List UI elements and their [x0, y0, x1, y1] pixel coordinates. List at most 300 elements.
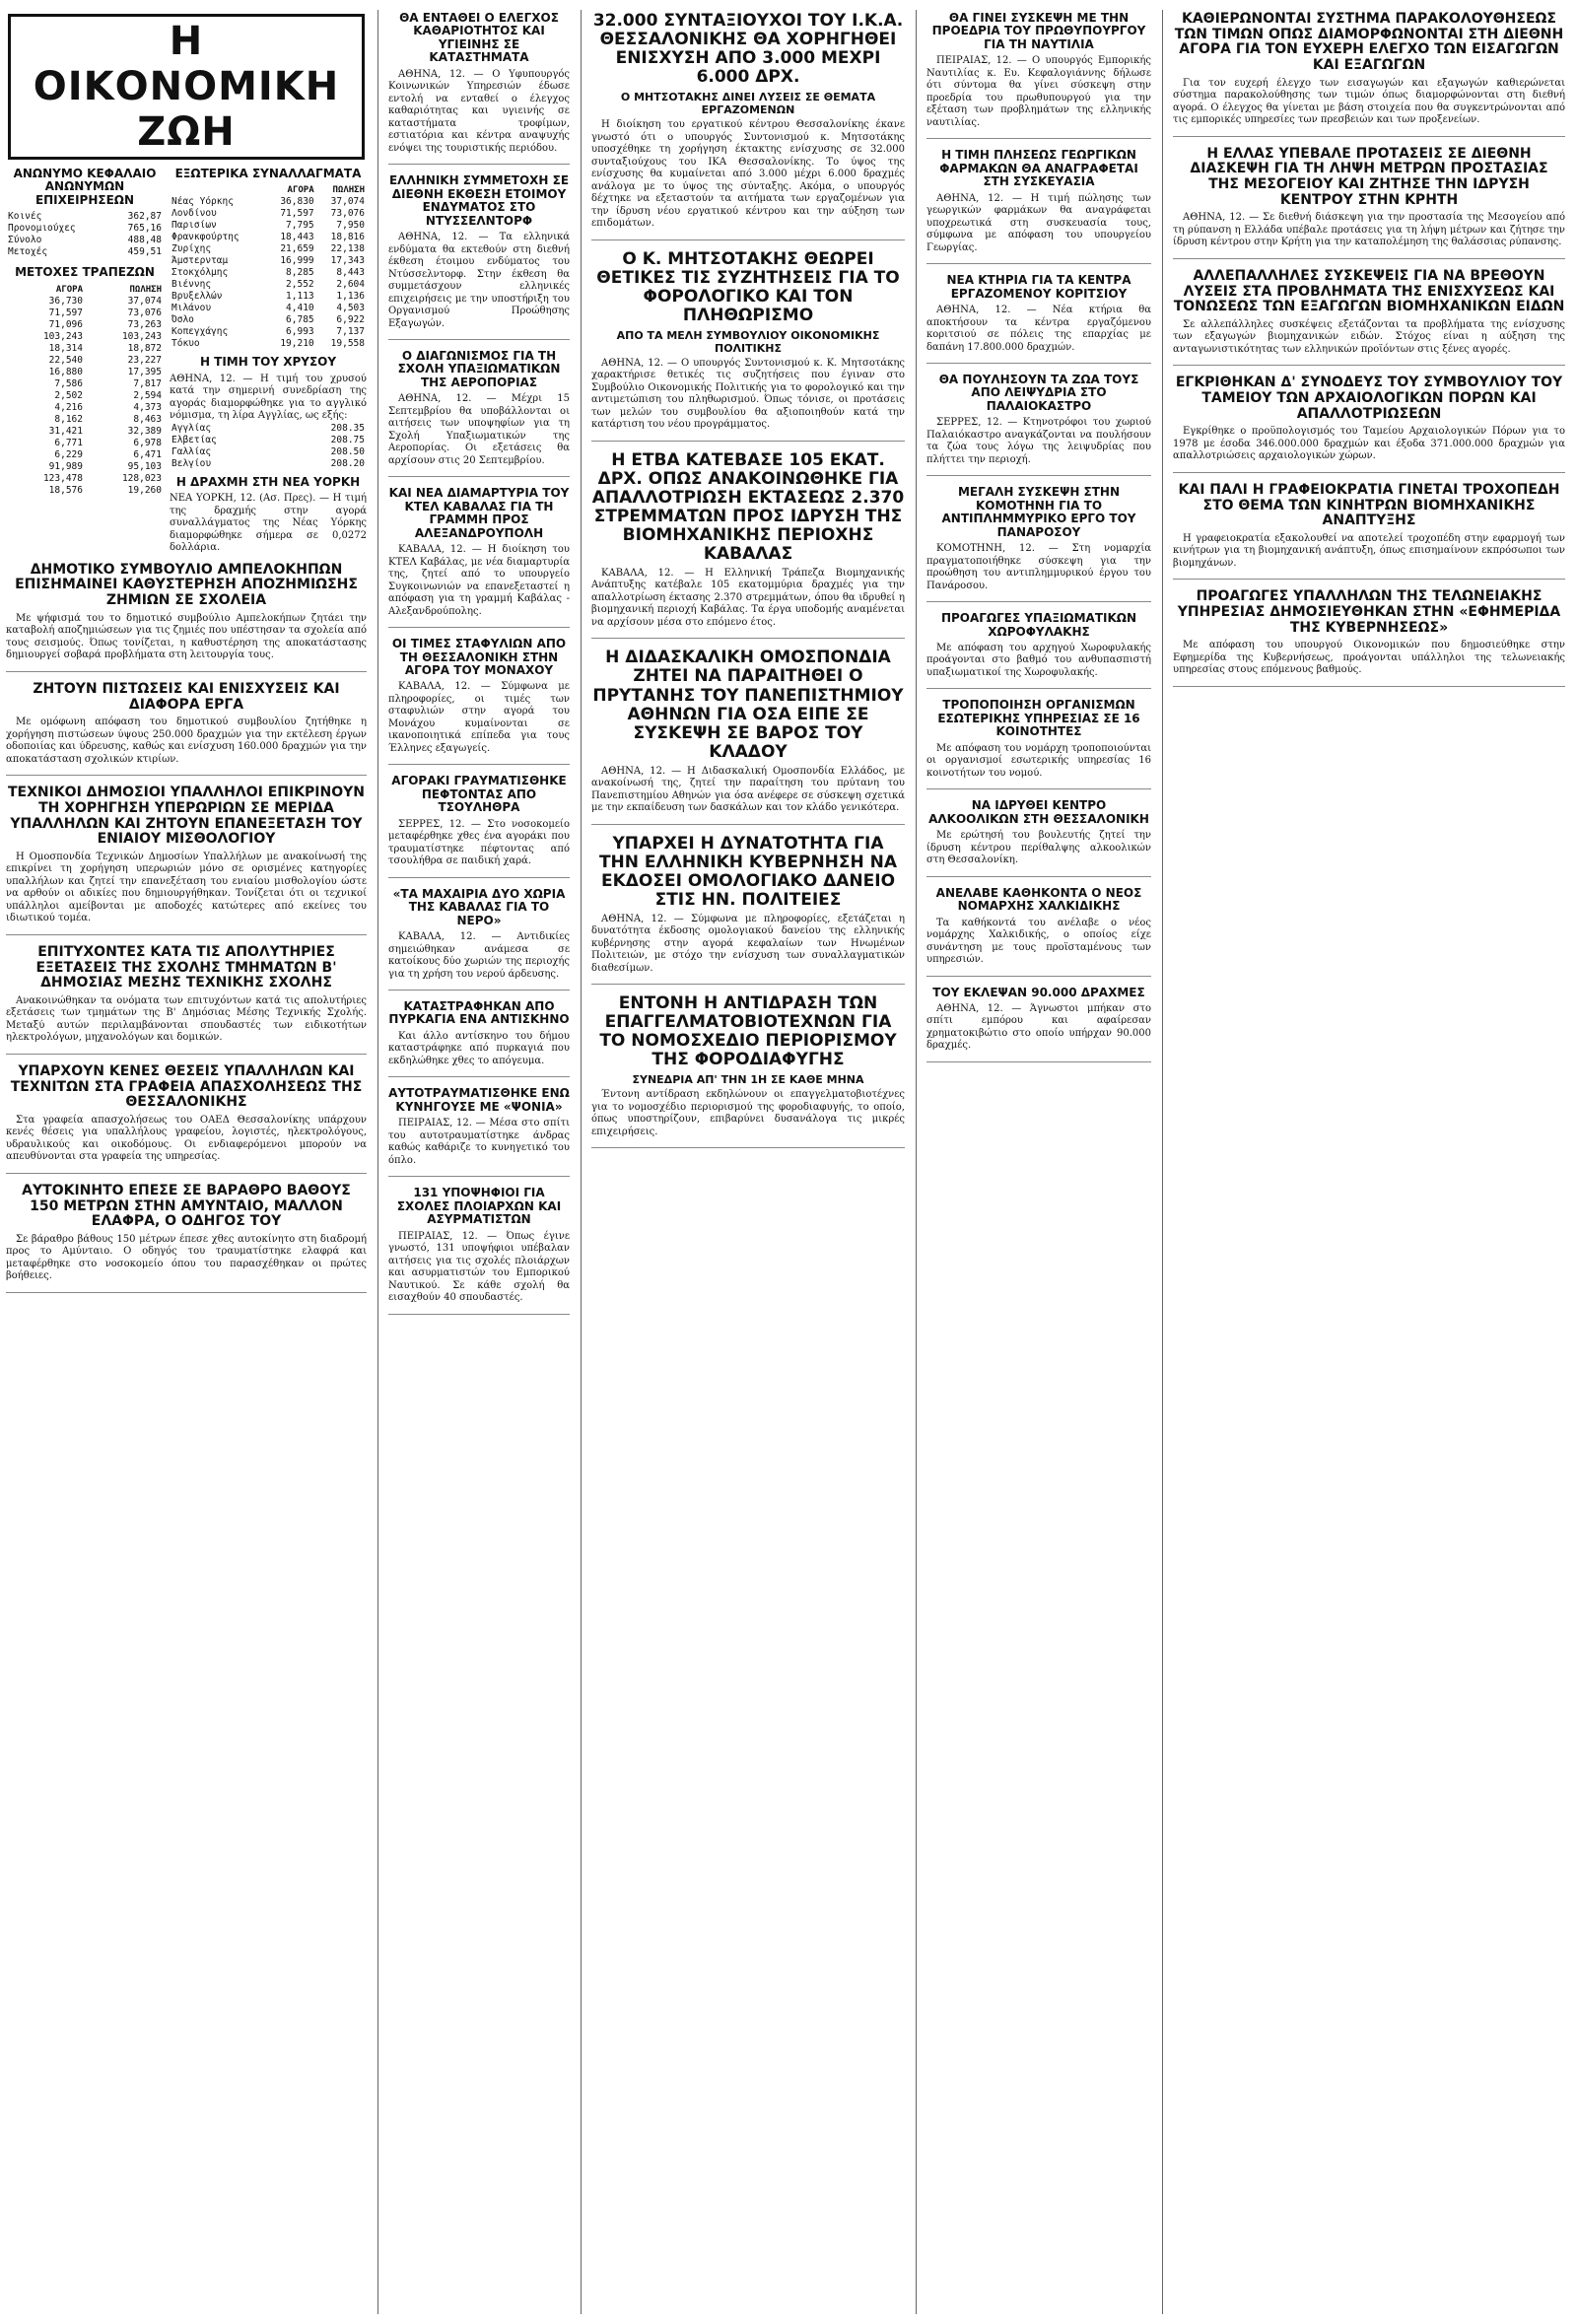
- exchange-row-name: Φρανκφούρτης: [171, 232, 240, 243]
- exchange-row-buy: 6,785: [286, 314, 314, 326]
- article: [388, 775, 570, 877]
- bank-row-sell: 128,023: [121, 472, 162, 484]
- article: [6, 1184, 367, 1293]
- article: [926, 12, 1151, 139]
- capital-row-name: Κοινές: [8, 211, 42, 223]
- exchange-row-buy: 8,285: [286, 267, 314, 279]
- column-1: [0, 10, 373, 2314]
- article-headline: ΝΑ ΙΔΡΥΘΕΙ ΚΕΝΤΡΟ ΑΛΚΟΟΛΙΚΩΝ ΣΤΗ ΘΕΣΣΑΛΟΝΙΚΗ: [928, 798, 1149, 826]
- capital-row-name: Μετοχές: [8, 246, 48, 258]
- bank-row-sell: 95,103: [127, 460, 162, 472]
- capital-table: [6, 211, 164, 258]
- exchange-row: [170, 220, 367, 232]
- article-body: [6, 852, 367, 925]
- exchange-row-sell: 6,922: [336, 314, 365, 326]
- article-paragraph: ΣΕΡΡΕΣ, 12. — Κτηνοτρόφοι του χωριού Παλαιόκαστρο αναγκάζονται να πουλήσουν τα ζώα τους λόγω της λειψυδρίας που πλήττει την περιοχή.: [926, 417, 1151, 465]
- article-subheadline: Ο ΜΗΤΣΟΤΑΚΗΣ ΔΙΝΕΙ ΛΥΣΕΙΣ ΣΕ ΘΕΜΑΤΑ ΕΡΓΑΖΟΜΕΝΩΝ: [620, 91, 876, 117]
- exchange-row-name: Στοκχόλμης: [171, 267, 229, 279]
- article: [6, 682, 367, 776]
- bank-row: [6, 296, 164, 308]
- article-body: [926, 643, 1151, 680]
- article: [388, 350, 570, 477]
- article-paragraph: Για τον ευχερή έλεγχο των εισαγωγών και εξαγωγών καθιερώνεται σύστημα παρακολούθησης των τιμών όπως διαμορφώνονται στη διεθνή αγορά. Ο έλεγχος θα γίνεται με βάση στοιχεία που θα συγκεντρώνονται από τις εμπορικές υπηρεσίες των πρεσβειών και των προξενείων.: [1173, 77, 1565, 126]
- article-headline: ΕΛΛΗΝΙΚΗ ΣΥΜΜΕΤΟΧΗ ΣΕ ΔΙΕΘΝΗ ΕΚΘΕΣΗ ΕΤΟΙΜΟΥ ΕΝΔΥΜΑΤΟΣ ΣΤΟ ΝΤΥΣΣΕΛΝΤΟΡΦ: [388, 173, 570, 228]
- article-body: [591, 1089, 905, 1138]
- article: [591, 451, 905, 640]
- gold-row-name: Γαλλίας: [171, 445, 212, 457]
- article-headline: ΚΑΙ ΝΕΑ ΔΙΑΜΑΡΤΥΡΙΑ ΤΟΥ ΚΤΕΛ ΚΑΒΑΛΑΣ ΓΙΑ ΤΗ ΓΡΑΜΜΗ ΠΡΟΣ ΑΛΕΞΑΝΔΡΟΥΠΟΛΗ: [388, 486, 570, 540]
- exchange-row: [170, 232, 367, 243]
- exchange-row-sell: 18,816: [330, 232, 365, 243]
- article-headline: ΕΓΚΡΙΘΗΚΑΝ Δ' ΣΥΝΟΔΕΥΣ ΤΟΥ ΣΥΜΒΟΥΛΙΟΥ ΤΟΥ ΤΑΜΕΙΟΥ ΤΩΝ ΑΡΧΑΙΟΛΟΓΙΚΩΝ ΠΟΡΩΝ ΚΑΙ ΑΠΑΛΛΟΤΡΙΩΣΕΩΝ: [1175, 375, 1563, 422]
- article-headline: ΑΥΤΟΤΡΑΥΜΑΤΙΣΘΗΚΕ ΕΝΩ ΚΥΝΗΓΟΥΣΕ ΜΕ «ΨΟΝΙΑ»: [388, 1086, 570, 1114]
- gold-table: [170, 423, 367, 470]
- article-body: [926, 830, 1151, 867]
- exchange-row-name: Παρισίων: [171, 220, 217, 232]
- banks-col-sell: ΠΩΛΗΣΗ: [129, 284, 162, 295]
- exchange-row-buy: 2,552: [286, 279, 314, 291]
- bank-row: [6, 319, 164, 331]
- article-paragraph: Η διοίκηση του εργατικού κέντρου Θεσσαλονίκης έκανε γνωστό ότι ο υπουργός Συντονισμού κ. Μητσοτάκης υποσχέθηκε τη χορήγηση έκτακτης ενίσχυσης σε 32.000 συνταξιούχους του ΙΚΑ Θεσσαλονίκης. Το ύψος της ενίσχυσης θα κυμαίνεται από 3.000 μέχρι 6.000 δραχμές ανάλογα με το ύψος της σύνταξης. Ακόμα, ο υπουργός δέχτηκε να εξεταστούν τα αιτήματα των εργαζομένων για την ίδρυση νέου εργατικού κέντρου και την αύξηση των επιδομάτων.: [591, 119, 905, 230]
- article-headline: ΠΡΟΑΓΩΓΕΣ ΥΠΑΛΛΗΛΩΝ ΤΗΣ ΤΕΛΩΝΕΙΑΚΗΣ ΥΠΗΡΕΣΙΑΣ ΔΗΜΟΣΙΕΥΘΗΚΑΝ ΣΤΗΝ «ΕΦΗΜΕΡΙΔΑ ΤΗΣ ΚΥΒΕΡΝΗΣΕΩΣ»: [1177, 588, 1561, 636]
- exchange-row: [170, 279, 367, 291]
- exchange-row-buy: 21,659: [280, 243, 314, 255]
- article-body: [6, 1234, 367, 1283]
- bank-row-sell: 73,076: [127, 307, 162, 318]
- article: [6, 563, 367, 672]
- article-headline: ΚΑΙ ΠΑΛΙ Η ΓΡΑΦΕΙΟΚΡΑΤΙΑ ΓΙΝΕΤΑΙ ΤΡΟΧΟΠΕΔΗ ΣΤΟ ΘΕΜΑ ΤΩΝ ΚΙΝΗΤΡΩΝ ΒΙΟΜΗΧΑΝΙΚΗΣ ΑΝΑΠΤΥΞΗΣ: [1178, 481, 1560, 529]
- article-paragraph: Έντονη αντίδραση εκδηλώνουν οι επαγγελματοβιοτέχνες για το νομοσχέδιο περιορισμού της φοροδιαφυγής, το οποίο, όπως υποστηρίζουν, επιβαρύνει δυσανάλογα τις μικρές επιχειρήσεις.: [591, 1089, 905, 1137]
- article-headline: ΑΓΟΡΑΚΙ ΓΡΑΥΜΑΤΙΣΘΗΚΕ ΠΕΦΤΟΝΤΑΣ ΑΠΟ ΤΣΟΥΛΗΘΡΑ: [391, 774, 567, 815]
- article: [388, 1187, 570, 1314]
- gold-row: [170, 458, 367, 470]
- article-paragraph: Με απόφαση του νομάρχη τροποποιούνται οι οργανισμοί εσωτερικής υπηρεσίας 16 κοινοτήτων του νομού.: [926, 742, 1151, 779]
- article: [6, 786, 367, 935]
- exchange-row-buy: 7,795: [286, 220, 314, 232]
- article-paragraph: ΣΕΡΡΕΣ, 12. — Στο νοσοκομείο μεταφέρθηκε χθες ένα αγοράκι που τραυματίστηκε πέφτοντας από τσουλήθρα σε παιδική χαρά.: [388, 818, 570, 867]
- article-paragraph: Η Ομοσπονδία Τεχνικών Δημοσίων Υπαλλήλων με ανακοίνωσή της επικρίνει τη χορήγηση υπερωριών μόνο σε ορισμένες κατηγορίες υπαλλήλων και ζητεί την επανεξέταση του ενιαίου μισθολογίου ώστε να αρθούν οι αδικίες που δημιουργήθηκαν. Τονίζεται ότι οι τεχνικοί υπάλληλοι αμείβονται με αποδοχές κατώτερες από εκείνες του ιδιωτικού τομέα.: [6, 851, 367, 924]
- article-headline: ΕΝΤΟΝΗ Η ΑΝΤΙΔΡΑΣΗ ΤΩΝ ΕΠΑΓΓΕΛΜΑΤΟΒΙΟΤΕΧΝΩΝ ΓΙΑ ΤΟ ΝΟΜΟΣΧΕΔΙΟ ΠΕΡΙΟΡΙΣΜΟΥ ΤΗΣ ΦΟΡΟΔΙΑΦΥΓΗΣ: [599, 993, 897, 1070]
- article-headline: ΟΙ ΤΙΜΕΣ ΣΤΑΦΥΛΙΩΝ ΑΠΟ ΤΗ ΘΕΣΣΑΛΟΝΙΚΗ ΣΤΗΝ ΑΓΟΡΑ ΤΟΥ ΜΟΝΑΧΟΥ: [391, 637, 567, 677]
- article-body: [6, 717, 367, 766]
- article-paragraph: Εγκρίθηκε ο προϋπολογισμός του Ταμείου Αρχαιολογικών Πόρων για το 1978 με έσοδα 346.000.000 δραχμών και έξοδα 371.000.000 δραχμών για απαλλοτριώσεις αρχαιολογικών χώρων.: [1173, 426, 1565, 462]
- article-body: [1173, 426, 1565, 463]
- column-5: [1167, 10, 1571, 2314]
- article-headline: Η ΤΙΜΗ ΠΛΗΣΕΩΣ ΓΕΩΡΓΙΚΩΝ ΦΑΡΜΑΚΩΝ ΘΑ ΑΝΑΓΡΑΦΕΤΑΙ ΣΤΗ ΣΥΣΚΕΥΑΣΙΑ: [939, 148, 1138, 189]
- bank-row-buy: 7,586: [54, 377, 83, 389]
- capital-row-name: Προνομιούχες: [8, 223, 76, 235]
- article: [388, 638, 570, 765]
- bank-row-buy: 123,478: [42, 472, 83, 484]
- exchange-row: [170, 326, 367, 338]
- article-paragraph: Με ερώτησή του βουλευτής ζητεί την ίδρυση κέντρου περίθαλψης αλκοολικών στη Θεσσαλονίκη.: [926, 830, 1151, 866]
- article-body: [388, 393, 570, 467]
- capital-section: [6, 166, 164, 555]
- bank-row: [6, 449, 164, 461]
- article-paragraph: Στα γραφεία απασχολήσεως του ΟΑΕΔ Θεσσαλονίκης υπάρχουν κενές θέσεις για υπαλλήλους γραφείου, λογιστές, ηλεκτρολόγους, υδραυλικούς και οικοδόμους. Οι ενδιαφερόμενοι μπορούν να απευθύνονται στα γραφεία της υπηρεσίας.: [6, 1114, 367, 1163]
- gold-row: [170, 423, 367, 435]
- exchange-row-buy: 36,830: [280, 196, 314, 208]
- bank-row: [6, 438, 164, 449]
- article: [6, 1064, 367, 1174]
- exchange-row-buy: 71,597: [280, 208, 314, 220]
- article-paragraph: ΑΘΗΝΑ, 12. — Ο Υφυπουργός Κοινωνικών Υπηρεσιών έδωσε εντολή να ενταθεί ο έλεγχος καθαριότητας και υγιεινής σε καταστήματα τροφίμων, εστιατόρια και κέντρα αναψυχής ενόψει της τουριστικής περιόδου.: [388, 68, 570, 154]
- article: [926, 374, 1151, 476]
- article-paragraph: Με απόφαση του αρχηγού Χωροφυλακής προάγονται στο βαθμό του ανθυπασπιστή υπαξιωματικοί της Χωροφυλακής.: [926, 642, 1151, 678]
- article: [388, 888, 570, 991]
- article-body: [6, 995, 367, 1045]
- article-paragraph: ΑΘΗΝΑ, 12. — Ο υπουργός Συντονισμού κ. Κ. Μητσοτάκης χαρακτήρισε θετικές τις συζητήσεις που έγιναν στο Συμβούλιο Οικονομικής Πολιτικής για το φορολογικό και την αντιμετώπιση του πληθωρισμού. Όπως τόνισε, οι προτάσεις των μελών του συμβουλίου θα αξιοποιηθούν κατά την κατάρτιση του νέου προγράμματος.: [591, 357, 905, 431]
- article: [591, 649, 905, 824]
- article-body: [926, 743, 1151, 781]
- article-body: [591, 119, 905, 231]
- gold-text: ΑΘΗΝΑ, 12. — Η τιμή του χρυσού κατά την σημερινή συνεδρίαση της αγοράς διαμορφώθηκε για το αγγλικό νόμισμα, τη λίρα Αγγλίας, ως εξής:: [170, 373, 367, 422]
- article-paragraph: ΑΘΗΝΑ, 12. — Η Διδασκαλική Ομοσπονδία Ελλάδος, με ανακοίνωσή της, ζητεί την παραίτηση του πρύτανη του Πανεπιστημίου Αθηνών για όσα ανέφερε σε σύσκεψη σχετικά με την εκπαίδευση των δασκάλων και τον κλάδο γενικότερα.: [591, 765, 905, 814]
- article-headline: ΚΑΘΙΕΡΩΝΟΝΤΑΙ ΣΥΣΤΗΜΑ ΠΑΡΑΚΟΛΟΥΘΗΣΕΩΣ ΤΩΝ ΤΙΜΩΝ ΟΠΩΣ ΔΙΑΜΟΡΦΩΝΟΝΤΑΙ ΣΤΗ ΔΙΕΘΝΗ ΑΓΟΡΑ ΓΙΑ ΤΟΝ ΕΥΧΕΡΗ ΕΛΕΓΧΟ ΤΩΝ ΕΙΣΑΓΩΓΩΝ ΚΑΙ ΕΞΑΓΩΓΩΝ: [1174, 11, 1564, 74]
- capital-row: [6, 223, 164, 235]
- exchange-row-sell: 7,950: [336, 220, 365, 232]
- article-headline: ΔΗΜΟΤΙΚΟ ΣΥΜΒΟΥΛΙΟ ΑΜΠΕΛΟΚΗΠΩΝ ΕΠΙΣΗΜΑΙΝΕΙ ΚΑΘΥΣΤΕΡΗΣΗ ΑΠΟΖΗΜΙΩΣΗΣ ΖΗΜΙΩΝ ΣΕ ΣΧΟΛΕΙΑ: [15, 561, 358, 609]
- masthead-title: Η ΟΙΚΟΝΟΜΙΚΗ ΖΩΗ: [33, 19, 340, 155]
- bank-row-sell: 19,260: [127, 484, 162, 496]
- exchange-row: [170, 303, 367, 314]
- article-paragraph: ΠΕΙΡΑΙΑΣ, 12. — Όπως έγινε γνωστό, 131 υποψήφιοι υπέβαλαν αιτήσεις για τις σχολές πλοιάρχων και ασυρματιστών του Εμπορικού Ναυτικού. Σε κάθε σχολή θα εισαχθούν 40 σπουδαστές.: [388, 1230, 570, 1304]
- article-body: [926, 193, 1151, 255]
- article-headline: ΘΑ ΓΙΝΕΙ ΣΥΣΚΕΨΗ ΜΕ ΤΗΝ ΠΡΟΕΔΡΙΑ ΤΟΥ ΠΡΩΘΥΠΟΥΡΓΟΥ ΓΙΑ ΤΗ ΝΑΥΤΙΛΙΑ: [931, 11, 1146, 51]
- exchange-row-sell: 8,443: [336, 267, 365, 279]
- exchange-row-buy: 19,210: [280, 338, 314, 350]
- capital-row-val: 459,51: [127, 246, 162, 258]
- article: [1173, 589, 1565, 687]
- article-body: [388, 1031, 570, 1068]
- article-paragraph: Σε βάραθρο βάθους 150 μέτρων έπεσε χθες αυτοκίνητο στη διαδρομή προς το Αμύνταιο. Ο οδηγός του τραυματίστηκε ελαφρά και μεταφέρθηκε στο νοσοκομείο όπου του παρασχέθηκαν οι πρώτες βοήθειες.: [6, 1233, 367, 1282]
- article-body: [591, 914, 905, 976]
- article: [388, 174, 570, 340]
- gold-row-val: 208.50: [330, 445, 365, 457]
- banks-col-buy: ΑΓΟΡΑ: [55, 284, 83, 295]
- bank-row: [6, 402, 164, 414]
- article-headline: ΠΡΟΑΓΩΓΕΣ ΥΠΑΞΙΩΜΑΤΙΚΩΝ ΧΩΡΟΦΥΛΑΚΗΣ: [940, 611, 1137, 639]
- exchange-row-sell: 1,136: [336, 291, 365, 303]
- article-body: [388, 544, 570, 618]
- gold-row: [170, 435, 367, 446]
- article-body: [591, 358, 905, 432]
- article-paragraph: Με απόφαση του υπουργού Οικονομικών που δημοσιεύθηκε στην Εφημερίδα της Κυβερνήσεως, προάγονται υπάλληλοι της τελωνειακής υπηρεσίας στους επόμενους βαθμούς.: [1173, 640, 1565, 676]
- article-body: [6, 613, 367, 662]
- bank-row-sell: 4,373: [133, 401, 162, 413]
- article-headline: ΕΠΙΤΥΧΟΝΤΕΣ ΚΑΤΑ ΤΙΣ ΑΠΟΛΥΤΗΡΙΕΣ ΕΞΕΤΑΣΕΙΣ ΤΗΣ ΣΧΟΛΗΣ ΤΜΗΜΑΤΩΝ Β' ΔΗΜΟΣΙΑΣ ΜΕΣΗΣ ΤΕΧΝΙΚΗΣ ΣΧΟΛΗΣ: [35, 943, 337, 991]
- article-headline: 131 ΥΠΟΨΗΦΙΟΙ ΓΙΑ ΣΧΟΛΕΣ ΠΛΟΙΑΡΧΩΝ ΚΑΙ ΑΣΥΡΜΑΤΙΣΤΩΝ: [396, 1186, 562, 1227]
- bank-row-sell: 32,389: [127, 425, 162, 437]
- article-headline: Η ΔΙΔΑΣΚΑΛΙΚΗ ΟΜΟΣΠΟΝΔΙΑ ΖΗΤΕΙ ΝΑ ΠΑΡΑΙΤΗΘΕΙ Ο ΠΡΥΤΑΝΗΣ ΤΟΥ ΠΑΝΕΠΙΣΤΗΜΙΟΥ ΑΘΗΝΩΝ ΓΙΑ ΟΣΑ ΕΙΠΕ ΣΕ ΣΥΣΚΕΨΗ ΣΕ ΒΑΡΟΣ ΤΟΥ ΚΛΑΔΟΥ: [592, 648, 904, 762]
- article-body: [926, 1003, 1151, 1053]
- article: [388, 1087, 570, 1177]
- article: [926, 149, 1151, 264]
- bank-row: [6, 390, 164, 402]
- article-body: [1173, 533, 1565, 571]
- exchange-row-sell: 2,604: [336, 279, 365, 291]
- exchange-row-buy: 1,113: [286, 291, 314, 303]
- article-headline: ΘΑ ΠΟΥΛΗΣΟΥΝ ΤΑ ΖΩΑ ΤΟΥΣ ΑΠΟ ΛΕΙΨΥΔΡΙΑ ΣΤΟ ΠΑΛΑΙΟΚΑΣΤΡΟ: [938, 373, 1139, 413]
- exchange-section: [170, 166, 367, 555]
- exchange-row-sell: 17,343: [330, 255, 365, 267]
- bank-row-buy: 31,421: [48, 425, 83, 437]
- exchange-row-name: Βρυξελλών: [171, 291, 223, 303]
- article-headline: ΥΠΑΡΧΕΙ Η ΔΥΝΑΤΟΤΗΤΑ ΓΙΑ ΤΗΝ ΕΛΛΗΝΙΚΗ ΚΥΒΕΡΝΗΣΗ ΝΑ ΕΚΔΟΣΕΙ ΟΜΟΛΟΓΙΑΚΟ ΔΑΝΕΙΟ ΣΤΙΣ ΗΝ. ΠΟΛΙΤΕΙΕΣ: [598, 833, 898, 910]
- exchange-row-name: Κοπεγχάγης: [171, 326, 229, 338]
- exchange-row-sell: 7,137: [336, 326, 365, 338]
- exchange-col-buy: ΑΓΟΡΑ: [287, 185, 314, 196]
- article-body: [388, 1231, 570, 1305]
- article-body: [388, 819, 570, 868]
- article-headline: ΑΥΤΟΚΙΝΗΤΟ ΕΠΕΣΕ ΣΕ ΒΑΡΑΘΡΟ ΒΑΘΟΥΣ 150 ΜΕΤΡΩΝ ΣΤΗΝ ΑΜΥΝΤΑΙΟ, ΜΑΛΛΟΝ ΕΛΑΦΡΑ, Ο ΟΔΗΓΟΣ ΤΟΥ: [22, 1182, 351, 1230]
- article-body: [388, 931, 570, 981]
- capital-row: [6, 235, 164, 246]
- bank-row-buy: 18,314: [48, 342, 83, 354]
- gold-row-val: 208.75: [330, 434, 365, 445]
- article-paragraph: Ανακοινώθηκαν τα ονόματα των επιτυχόντων κατά τις απολυτήριες εξετάσεις των τμημάτων της Β' Δημόσιας Μέσης Τεχνικής Σχολής. Μεταξύ αυτών περιλαμβάνονται σπουδαστές των ειδικοτήτων ηλεκτρολόγων, μηχανολόγων και δομικών.: [6, 994, 367, 1044]
- article-headline: ΑΛΛΕΠΑΛΛΗΛΕΣ ΣΥΣΚΕΨΕΙΣ ΓΙΑ ΝΑ ΒΡΕΘΟΥΝ ΛΥΣΕΙΣ ΣΤΑ ΠΡΟΒΛΗΜΑΤΑ ΤΗΣ ΕΝΙΣΧΥΣΕΩΣ ΚΑΙ ΤΟΝΩΣΕΩΣ ΤΩΝ ΕΞΑΓΩΓΩΝ ΒΙΟΜΗΧΑΝΙΚΩΝ ΕΙΔΩΝ: [1173, 267, 1565, 315]
- bank-row-sell: 7,817: [133, 377, 162, 389]
- article-headline: ΜΕΓΑΛΗ ΣΥΣΚΕΨΗ ΣΤΗΝ ΚΟΜΟΤΗΝΗ ΓΙΑ ΤΟ ΑΝΤΙΠΛΗΜΜΥΡΙΚΟ ΕΡΓΟ ΤΟΥ ΠΑΝΑΡΟΣΟΥ: [941, 485, 1136, 539]
- article-headline: ΖΗΤΟΥΝ ΠΙΣΤΩΣΕΙΣ ΚΑΙ ΕΝΙΣΧΥΣΕΙΣ ΚΑΙ ΔΙΑΦΟΡΑ ΕΡΓΑ: [33, 680, 340, 713]
- exchange-row-sell: 73,076: [330, 208, 365, 220]
- article-paragraph: ΑΘΗΝΑ, 12. — Σύμφωνα με πληροφορίες, εξετάζεται η δυνατότητα έκδοσης ομολογιακού δανείου της ελληνικής κυβέρνησης στην αγορά κεφαλαίων των Ηνωμένων Πολιτειών, με στόχο την ενίσχυση των συναλλαγματικών διαθεσίμων.: [591, 913, 905, 974]
- article: [1173, 269, 1565, 367]
- exchange-row: [170, 208, 367, 220]
- article-body: [591, 568, 905, 630]
- bank-row: [6, 308, 164, 319]
- exchange-row: [170, 314, 367, 326]
- article-paragraph: Τα καθήκοντά του ανέλαβε ο νέος νομάρχης Χαλκιδικής, ο οποίος είχε συνάντηση με τους προϊσταμένους των υπηρεσιών.: [926, 917, 1151, 965]
- bank-row-buy: 6,229: [54, 448, 83, 460]
- banks-heading: ΜΕΤΟΧΕΣ ΤΡΑΠΕΖΩΝ: [15, 265, 155, 280]
- exchange-row: [170, 338, 367, 350]
- article-paragraph: Με ομόφωνη απόφαση του δημοτικού συμβουλίου ζητήθηκε η χορήγηση πιστώσεων ύψους 250.000 δραχμών για την εκτέλεση έργων οδοποιίας και ύδρευσης, καθώς και ενίσχυση 160.000 δραχμών για την αποκατάσταση σχολικών κτιρίων.: [6, 717, 367, 765]
- article-subheadline: ΑΠΟ ΤΑ ΜΕΛΗ ΣΥΜΒΟΥΛΙΟΥ ΟΙΚΟΝΟΜΙΚΗΣ ΠΟΛΙΤΙΚΗΣ: [616, 328, 880, 355]
- capital-row-val: 488,48: [127, 235, 162, 246]
- article: [926, 699, 1151, 789]
- article-body: [1173, 640, 1565, 677]
- bank-row-sell: 18,872: [127, 342, 162, 354]
- article-paragraph: ΠΕΙΡΑΙΑΣ, 12. — Ο υπουργός Εμπορικής Ναυτιλίας κ. Ευ. Κεφαλογιάννης δήλωσε ότι σύντομα θα γίνει σύσκεψη στην προεδρία του πρωθυπουργού για την εξέταση των προβλημάτων της ελληνικής ναυτιλίας.: [926, 55, 1151, 128]
- article-paragraph: ΑΘΗΝΑ, 12. — Τα ελληνικά ενδύματα θα εκτεθούν στη διεθνή έκθεση έτοιμου ενδύματος του Ντύσσελντορφ. Στην έκθεση θα συμμετάσχουν ελληνικές επιχειρήσεις με την υποστήριξη του Οργανισμού Προώθησης Εξαγωγών.: [388, 232, 570, 329]
- bank-row-sell: 37,074: [127, 295, 162, 307]
- article-paragraph: ΠΕΙΡΑΙΑΣ, 12. — Μέσα στο σπίτι του αυτοτραυματίστηκε άνδρας καθώς καθάριζε το κυνηγετικό του όπλο.: [388, 1118, 570, 1166]
- exchange-col-sell: ΠΩΛΗΣΗ: [332, 185, 365, 196]
- article-paragraph: ΑΘΗΝΑ, 12. — Μέχρι 15 Σεπτεμβρίου θα υποβάλλονται οι αιτήσεις των υποψηφίων για τη Σχολή Υπαξιωματικών της Αεροπορίας. Οι εξετάσεις θα αρχίσουν στις 20 Σεπτεμβρίου.: [388, 393, 570, 466]
- bank-row-sell: 2,594: [133, 389, 162, 401]
- article-body: [388, 232, 570, 330]
- bank-row-buy: 6,771: [54, 437, 83, 448]
- bank-row-buy: 71,597: [48, 307, 83, 318]
- article-paragraph: ΚΑΒΑΛΑ, 12. — Η διοίκηση του ΚΤΕΛ Καβάλας, με νέα διαμαρτυρία της, ζητεί από το υπουργείο Συγκοινωνιών να επανεξεταστεί η απόφαση για τη γραμμή Καβάλας - Αλεξανδρούπολης.: [388, 544, 570, 617]
- exchange-row-name: Ζυρίχης: [171, 243, 212, 255]
- bank-row: [6, 473, 164, 485]
- bank-row-sell: 6,471: [133, 448, 162, 460]
- article-headline: ΘΑ ΕΝΤΑΘΕΙ Ο ΕΛΕΓΧΟΣ ΚΑΘΑΡΙΟΤΗΤΟΣ ΚΑΙ ΥΓΙΕΙΝΗΣ ΣΕ ΚΑΤΑΣΤΗΜΑΤΑ: [399, 11, 559, 65]
- article: [1173, 483, 1565, 581]
- article: [591, 835, 905, 986]
- gold-row: [170, 446, 367, 458]
- gold-heading: Η ΤΙΜΗ ΤΟΥ ΧΡΥΣΟΥ: [199, 355, 337, 370]
- bank-row: [6, 331, 164, 343]
- masthead: [8, 14, 365, 160]
- gold-row-val: 208.35: [330, 422, 365, 434]
- gold-row-val: 208.20: [330, 457, 365, 469]
- bank-row-sell: 8,463: [133, 413, 162, 425]
- dollar-text: ΝΕΑ ΥΟΡΚΗ, 12. (Ασ. Πρες). — Η τιμή της δραχμής στην αγορά συναλλάγματος της Νέας Υόρκης διαμορφώθηκε σήμερα σε 0,0272 δολλάρια.: [170, 493, 367, 554]
- article-headline: ΝΕΑ ΚΤΗΡΙΑ ΓΙΑ ΤΑ ΚΕΝΤΡΑ ΕΡΓΑΖΟΜΕΝΟΥ ΚΟΡΙΤΣΙΟΥ: [946, 273, 1131, 301]
- article-paragraph: Και άλλο αντίσκηνο του δήμου καταστράφηκε από πυρκαγιά που εκδηλώθηκε χθες το απόγευμα.: [388, 1030, 570, 1066]
- article-body: [926, 543, 1151, 592]
- article-headline: «ΤΑ ΜΑΧΑΙΡΙΑ ΔΥΟ ΧΩΡΙΑ ΤΗΣ ΚΑΒΑΛΑΣ ΓΙΑ ΤΟ ΝΕΡΟ»: [392, 886, 566, 927]
- article: [388, 1000, 570, 1077]
- exchange-row-name: Άμστερνταμ: [171, 255, 229, 267]
- gold-row-name: Αγγλίας: [171, 422, 212, 434]
- bank-row: [6, 485, 164, 497]
- exchange-row-sell: 22,138: [330, 243, 365, 255]
- bank-row-buy: 91,989: [48, 460, 83, 472]
- article: [1173, 376, 1565, 473]
- article: [926, 887, 1151, 977]
- exchange-row-buy: 4,410: [286, 303, 314, 314]
- article-headline: Ο ΔΙΑΓΩΝΙΣΜΟΣ ΓΙΑ ΤΗ ΣΧΟΛΗ ΥΠΑΞΙΩΜΑΤΙΚΩΝ ΤΗΣ ΑΕΡΟΠΟΡΙΑΣ: [397, 349, 561, 389]
- exchange-row: [170, 255, 367, 267]
- exchange-row-name: Μιλάνου: [171, 303, 212, 314]
- dollar-heading: Η ΔΡΑΧΜΗ ΣΤΗ ΝΕΑ ΥΟΡΚΗ: [175, 474, 361, 489]
- bank-row-sell: 103,243: [121, 330, 162, 342]
- article-paragraph: Σε αλλεπάλληλες συσκέψεις εξετάζονται τα προβλήματα της ενίσχυσης των εξαγωγών βιομηχανικών ειδών. Στόχος είναι η αύξηση της ανταγωνιστικότητας των ελληνικών προϊόντων στις ξένες αγορές.: [1173, 318, 1565, 355]
- article-subheadline: ΣΥΝΕΔΡΙΑ ΑΠ' ΤΗΝ 1Η ΣΕ ΚΑΘΕ ΜΗΝΑ: [632, 1073, 864, 1087]
- exchange-row-name: Νέας Υόρκης: [171, 196, 234, 208]
- article-body: [1173, 212, 1565, 249]
- article: [6, 945, 367, 1055]
- capital-row: [6, 246, 164, 258]
- bank-row-buy: 8,162: [54, 413, 83, 425]
- bank-row: [6, 461, 164, 473]
- bank-row-sell: 73,263: [127, 318, 162, 330]
- article-body: [1173, 78, 1565, 127]
- article-headline: 32.000 ΣΥΝΤΑΞΙΟΥΧΟΙ ΤΟΥ Ι.Κ.Α. ΘΕΣΣΑΛΟΝΙΚΗΣ ΘΑ ΧΟΡΗΓΗΘΕΙ ΕΝΙΣΧΥΣΗ ΑΠΟ 3.000 ΜΕΧΡΙ 6.000 ΔΡΧ.: [592, 11, 904, 88]
- article: [926, 274, 1151, 364]
- bank-row-buy: 4,216: [54, 401, 83, 413]
- capital-heading: ΑΝΩΝΥΜΟ ΚΕΦΑΛΑΙΟ ΑΝΩΝΥΜΩΝ ΕΠΙΧΕΙΡΗΣΕΩΝ: [13, 167, 157, 207]
- bank-row-sell: 23,227: [127, 354, 162, 366]
- exchange-row-name: Όσλο: [171, 314, 194, 326]
- bank-row: [6, 367, 164, 378]
- article-paragraph: ΚΑΒΑΛΑ, 12. — Σύμφωνα με πληροφορίες, οι τιμές των σταφυλιών στην αγορά του Μονάχου κυμαίνονται σε ικανοποιητικά επίπεδα για τους Έλληνες εξαγωγείς.: [388, 681, 570, 754]
- bank-row: [6, 355, 164, 367]
- article-paragraph: ΚΑΒΑΛΑ, 12. — Αντιδικίες σημειώθηκαν ανάμεσα σε κατοίκους δύο χωριών της περιοχής για τη χρήση του νερού άρδευσης.: [388, 931, 570, 980]
- article-paragraph: ΑΘΗΝΑ, 12. — Νέα κτήρια θα αποκτήσουν τα κέντρα εργαζόμενου κοριτσιού σε πόλεις της επαρχίας με δαπάνη 17.800.000 δραχμών.: [926, 305, 1151, 353]
- article: [591, 12, 905, 240]
- bank-row-buy: 22,540: [48, 354, 83, 366]
- article-headline: Η ΕΛΛΑΣ ΥΠΕΒΑΛΕ ΠΡΟΤΑΣΕΙΣ ΣΕ ΔΙΕΘΝΗ ΔΙΑΣΚΕΨΗ ΓΙΑ ΤΗ ΛΗΨΗ ΜΕΤΡΩΝ ΠΡΟΣΤΑΣΙΑΣ ΤΗΣ ΜΕΣΟΓΕΙΟΥ ΚΑΙ ΖΗΤΗΣΕ ΤΗΝ ΙΔΡΥΣΗ ΚΕΝΤΡΟΥ ΣΤΗΝ ΚΡΗΤΗ: [1190, 145, 1548, 208]
- exchange-row: [170, 196, 367, 208]
- bank-row: [6, 414, 164, 426]
- exchange-row-buy: 6,993: [286, 326, 314, 338]
- article: [926, 612, 1151, 689]
- exchange-row-sell: 19,558: [330, 338, 365, 350]
- article-paragraph: ΑΘΗΝΑ, 12. — Σε διεθνή διάσκεψη για την προστασία της Μεσογείου από τη ρύπανση η Ελλάδα υπέβαλε προτάσεις για τη λήψη μέτρων και ζήτησε την ίδρυση κέντρου στην Κρήτη για την καταπολέμηση της θαλάσσιας ρύπανσης.: [1173, 212, 1565, 248]
- gold-row-name: Ελβετίας: [171, 434, 217, 445]
- bank-row: [6, 426, 164, 438]
- exchange-row-buy: 18,443: [280, 232, 314, 243]
- column-4: [921, 10, 1157, 2314]
- article-headline: ΑΝΕΛΑΒΕ ΚΑΘΗΚΟΝΤΑ Ο ΝΕΟΣ ΝΟΜΑΡΧΗΣ ΧΑΛΚΙΔΙΚΗΣ: [935, 885, 1142, 914]
- article: [926, 799, 1151, 876]
- article-body: [388, 1118, 570, 1167]
- column-3: [585, 10, 911, 2314]
- article-body: [388, 681, 570, 755]
- article-paragraph: Η γραφειοκρατία εξακολουθεί να αποτελεί τροχοπέδη στην εφαρμογή των κινήτρων για τη βιομηχανική ανάπτυξη, όπως επισημαίνουν εκπρόσωποι των βιομηχάνων.: [1173, 532, 1565, 569]
- exchange-table: [170, 184, 367, 350]
- article-body: [926, 305, 1151, 354]
- exchange-row-name: Τόκυο: [171, 338, 200, 350]
- bank-row: [6, 378, 164, 390]
- article: [388, 487, 570, 628]
- article-body: [388, 69, 570, 156]
- exchange-row: [170, 291, 367, 303]
- article-body: [926, 918, 1151, 967]
- article-paragraph: ΑΘΗΝΑ, 12. — Η τιμή πώλησης των γεωργικών φαρμάκων θα αναγράφεται υποχρεωτικά στη συσκευασία τους, σύμφωνα με απόφαση του υπουργείου Γεωργίας.: [926, 192, 1151, 253]
- article-body: [926, 55, 1151, 129]
- exchange-row-buy: 16,999: [280, 255, 314, 267]
- bank-row-buy: 71,096: [48, 318, 83, 330]
- capital-row-val: 362,87: [127, 211, 162, 223]
- article-body: [1173, 319, 1565, 357]
- article: [591, 250, 905, 442]
- banks-table: [6, 284, 164, 497]
- article: [591, 994, 905, 1148]
- article-headline: ΤΡΟΠΟΠΟΙΗΣΗ ΟΡΓΑΝΙΣΜΩΝ ΕΣΩΤΕΡΙΚΗΣ ΥΠΗΡΕΣΙΑΣ ΣΕ 16 ΚΟΙΝΟΤΗΤΕΣ: [937, 698, 1140, 739]
- capital-row: [6, 211, 164, 223]
- article: [926, 486, 1151, 602]
- bank-row-sell: 6,978: [133, 437, 162, 448]
- capital-row-name: Σύνολο: [8, 235, 42, 246]
- exchange-row-sell: 37,074: [330, 196, 365, 208]
- bank-row-buy: 36,730: [48, 295, 83, 307]
- article-headline: ΚΑΤΑΣΤΡΑΦΗΚΑΝ ΑΠΟ ΠΥΡΚΑΓΙΑ ΕΝΑ ΑΝΤΙΣΚΗΝΟ: [388, 999, 570, 1027]
- exchange-row: [170, 267, 367, 279]
- bank-row-buy: 2,502: [54, 389, 83, 401]
- bank-row-buy: 103,243: [42, 330, 83, 342]
- article-headline: ΥΠΑΡΧΟΥΝ ΚΕΝΕΣ ΘΕΣΕΙΣ ΥΠΑΛΛΗΛΩΝ ΚΑΙ ΤΕΧΝΙΤΩΝ ΣΤΑ ΓΡΑΦΕΙΑ ΑΠΑΣΧΟΛΗΣΕΩΣ ΤΗΣ ΘΕΣΣΑΛΟΝΙΚΗΣ: [10, 1062, 363, 1111]
- article: [1173, 12, 1565, 137]
- article: [926, 987, 1151, 1062]
- article-headline: ΤΟΥ ΕΚΛΕΨΑΝ 90.000 ΔΡΑΧΜΕΣ: [932, 985, 1145, 999]
- article-body: [591, 766, 905, 815]
- exchange-row-name: Λονδίνου: [171, 208, 217, 220]
- article-headline: Ο Κ. ΜΗΤΣΟΤΑΚΗΣ ΘΕΩΡΕΙ ΘΕΤΙΚΕΣ ΤΙΣ ΣΥΖΗΤΗΣΕΙΣ ΓΙΑ ΤΟ ΦΟΡΟΛΟΓΙΚΟ ΚΑΙ ΤΟΝ ΠΛΗΘΩΡΙΣΜΟ: [596, 248, 900, 325]
- article: [1173, 147, 1565, 259]
- bank-row: [6, 343, 164, 355]
- capital-row-val: 765,16: [127, 223, 162, 235]
- gold-row-name: Βελγίου: [171, 457, 212, 469]
- bank-row-buy: 18,576: [48, 484, 83, 496]
- exchange-heading: ΕΞΩΤΕΡΙΚΑ ΣΥΝΑΛΛΑΓΜΑΤΑ: [174, 167, 362, 180]
- column-2: [382, 10, 576, 2314]
- article-body: [6, 1115, 367, 1164]
- article-body: [926, 417, 1151, 466]
- exchange-row: [170, 243, 367, 255]
- article-paragraph: ΑΘΗΝΑ, 12. — Άγνωστοι μπήκαν στο σπίτι εμπόρου και αφαίρεσαν χρηματοκιβώτιο στο οποίο υπήρχαν 90.000 δραχμές.: [926, 1002, 1151, 1052]
- article-paragraph: Με ψήφισμά του το δημοτικό συμβούλιο Αμπελοκήπων ζητάει την καταβολή αποζημιώσεων για τις ζημιές που υπέστησαν τα σχολεία από τους σεισμούς. Όπως τονίζεται, η καθυστέρηση της αποκατάστασης δημιουργεί σοβαρά προβλήματα στη λειτουργία τους.: [6, 612, 367, 661]
- article: [388, 12, 570, 165]
- article-headline: Η ΕΤΒΑ ΚΑΤΕΒΑΣΕ 105 ΕΚΑΤ. ΔΡΧ. ΟΠΩΣ ΑΝΑΚΟΙΝΩΘΗΚΕ ΓΙΑ ΑΠΑΛΛΟΤΡΙΩΣΗ ΕΚΤΑΣΕΩΣ 2.370 ΣΤΡΕΜΜΑΤΩΝ ΠΡΟΣ ΙΔΡΥΣΗ ΤΗΣ ΒΙΟΜΗΧΑΝΙΚΗΣ ΠΕΡΙΟΧΗΣ ΚΑΒΑΛΑΣ: [591, 449, 905, 564]
- article-paragraph: ΚΑΒΑΛΑ, 12. — Η Ελληνική Τράπεζα Βιομηχανικής Ανάπτυξης κατέβαλε 105 εκατομμύρια δραχμές για την απαλλοτρίωση έκτασης 2.370 στρεμμάτων, όπου θα ιδρυθεί η βιομηχανική περιοχή Καβάλας. Τα έργα υποδομής αναμένεται να αρχίσουν μέσα στο επόμενο έτος.: [591, 567, 905, 628]
